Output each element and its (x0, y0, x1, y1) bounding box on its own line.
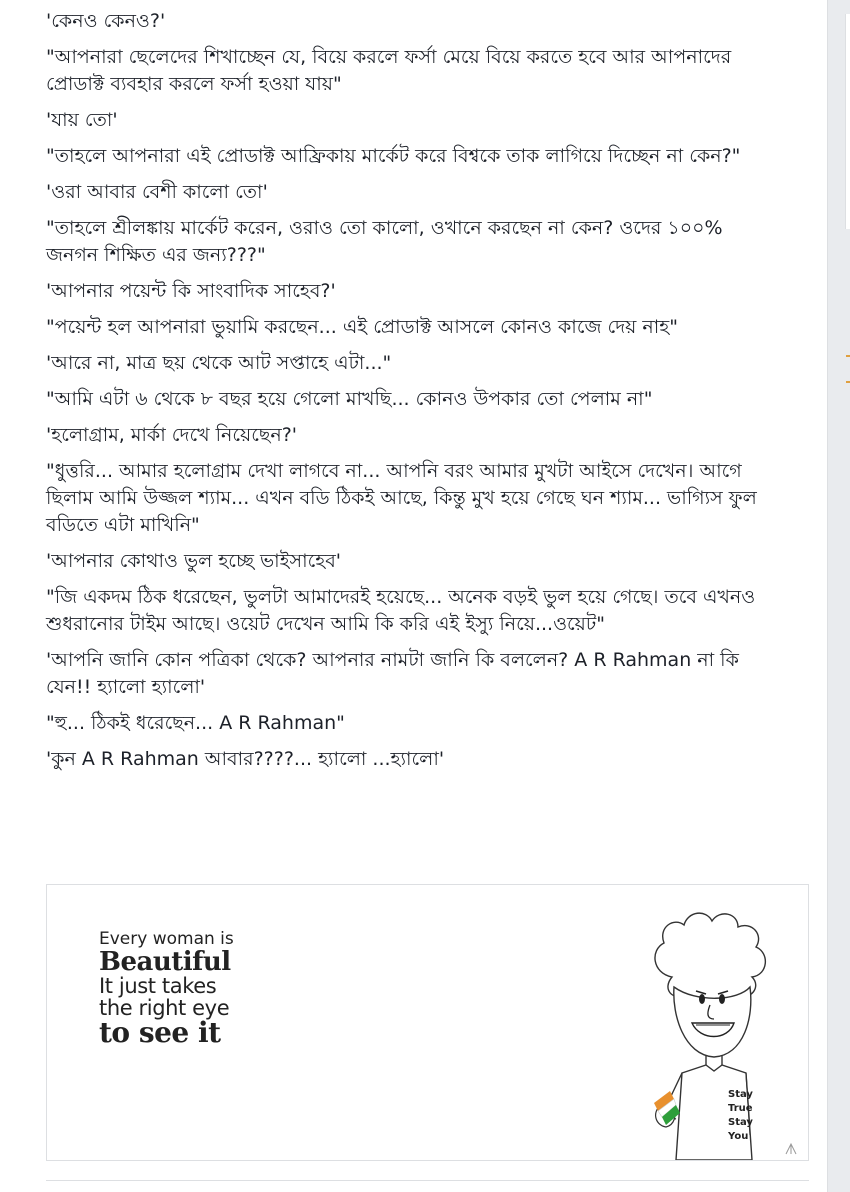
shirt-text: True (728, 1103, 753, 1114)
post-paragraph: "আমি এটা ৬ থেকে ৮ বছর হয়ে গেলো মাখছি... কোনও উপকার তো পেলাম না" (46, 388, 653, 410)
post-paragraph: 'আরে না, মাত্র ছয় থেকে আট সপ্তাহে এটা..." (46, 352, 392, 374)
shirt-text: You (728, 1131, 749, 1142)
post-paragraph: 'হলোগ্রাম, মার্কা দেখে নিয়েছেন?' (46, 424, 298, 446)
shirt-text: Stay (728, 1117, 753, 1128)
rail-mark (846, 355, 850, 357)
post-paragraph: 'আপনি জানি কোন পত্রিকা থেকে? আপনার নামটা জানি কি বললেন? A R Rahman না কি যেন!! হ্যালো হ্যালো' (46, 649, 739, 698)
expand-arrow-icon (783, 1141, 799, 1157)
quote-line: to see it (99, 1016, 221, 1049)
rail-mark (846, 381, 850, 383)
post-paragraph: 'আপনার কোথাও ভুল হচ্ছে ভাইসাহেব' (46, 550, 341, 572)
post-paragraph: "ধুত্তরি... আমার হলোগ্রাম দেখা লাগবে না... আপনি বরং আমার মুখটা আইসে দেখেন। আগে ছিলাম আমি উজ্জল শ্যাম... এখন বডি ঠিকই আছে, কিন্তু মুখ হয়ে গেছে ঘন শ্যাম... ভাগ্যিস ফুল বডিতে এটা মাখিনি" (46, 460, 757, 536)
quote-line: Beautiful (99, 947, 231, 977)
post-paragraph: 'কেনও কেনও?' (46, 10, 166, 32)
post-divider (46, 1180, 809, 1181)
quote-text (99, 930, 234, 1047)
post-paragraph: 'যায় তো' (46, 109, 118, 131)
attached-image[interactable] (46, 884, 809, 1161)
post-paragraph: "তাহলে শ্রীলঙ্কায় মার্কেট করেন, ওরাও তো কালো, ওখানে করছেন না কেন? ওদের ১০০% জনগন শিক্ষিত এর জন্য???" (46, 217, 723, 266)
post-paragraph: 'ওরা আবার বেশী কালো তো' (46, 181, 268, 203)
quote-line: It just takes (99, 974, 217, 998)
post-text (46, 8, 776, 782)
post-paragraph: "তাহলে আপনারা এই প্রোডাক্ট আফ্রিকায় মার্কেট করে বিশ্বকে তাক লাগিয়ে দিচ্ছেন না কেন?" (46, 145, 741, 167)
post-paragraph: 'আপনার পয়েন্ট কি সাংবাদিক সাহেব?' (46, 280, 336, 302)
shirt-text: Stay (728, 1089, 753, 1100)
right-rail-card (845, 14, 850, 229)
quote-line: Every woman is (99, 929, 234, 949)
post-paragraph: "জি একদম ঠিক ধরেছেন, ভুলটা আমাদেরই হয়েছে... অনেক বড়ই ভুল হয়ে গেছে। তবে এখনও শুধরানোর টাইম আছে। ওয়েট দেখেন আমি কি করি এই ইস্যু নিয়ে...ওয়েট" (46, 586, 756, 635)
post-paragraph: "আপনারা ছেলেদের শিখাচ্ছেন যে, বিয়ে করলে ফর্সা মেয়ে বিয়ে করতে হবে আর আপনাদের প্রোডাক্ট ব্যবহার করলে ফর্সা হওয়া যায়" (46, 46, 732, 95)
post-paragraph: "হু... ঠিকই ধরেছেন... A R Rahman" (46, 712, 345, 734)
cartoon-character-icon (622, 905, 807, 1160)
post-paragraph: "পয়েন্ট হল আপনারা ভুয়ামি করছেন... এই প্রোডাক্ট আসলে কোনও কাজে দেয় নাহ" (46, 316, 678, 338)
quote-line: the right eye (99, 996, 230, 1020)
post-paragraph: 'কুন A R Rahman আবার????... হ্যালো ...হ্যালো' (46, 748, 445, 770)
